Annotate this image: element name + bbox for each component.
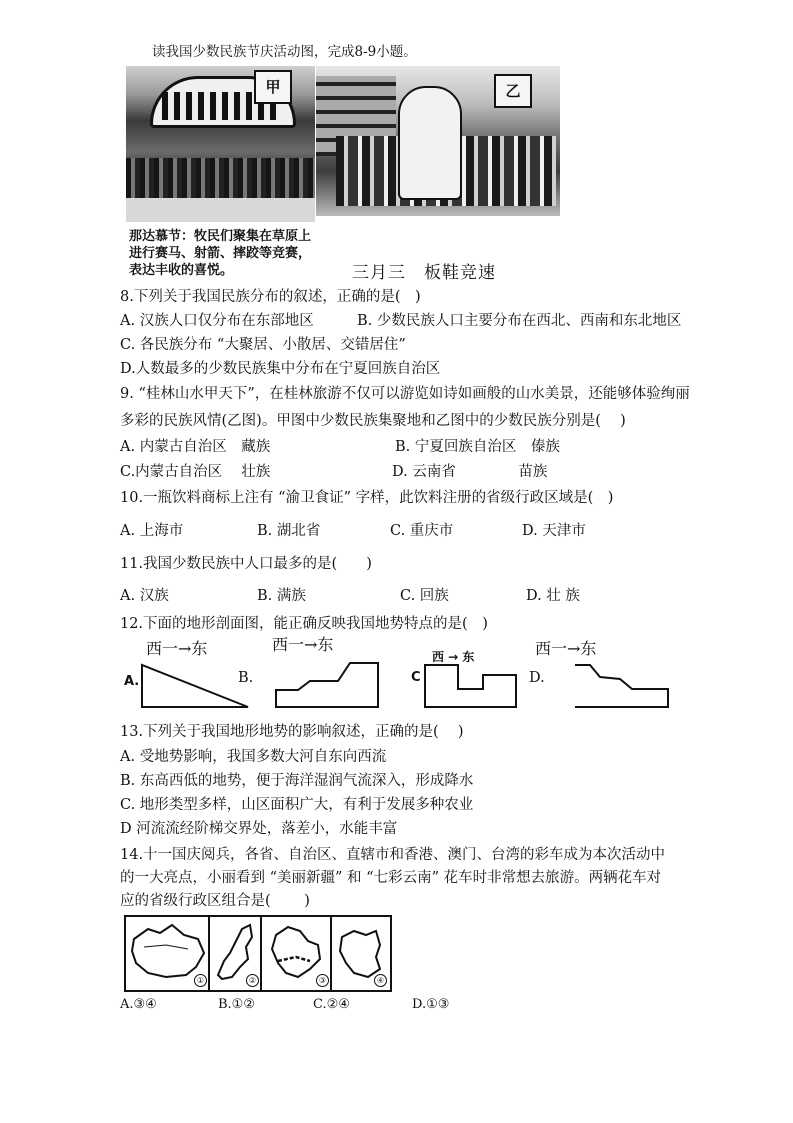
q13-option-b[interactable]: B. 东高西低的地势，便于海洋湿润气流深入，形成降水 [120,773,474,789]
q13-stem: 13.下列关于我国地形地势的影响叙述，正确的是( ) [120,724,464,740]
q14-option-c[interactable]: C.②④ [313,997,350,1012]
q9-option-b[interactable]: B. 宁夏回族自治区 傣族 [395,439,560,455]
q11-option-d[interactable]: D. 壮 族 [526,588,580,604]
profile-a-direction: 西一→东 [146,639,208,658]
q12-stem: 12.下面的地形剖面图，能正确反映我国地势特点的是( ) [120,616,488,632]
profile-b-direction: 西一→东 [272,635,334,654]
q10-option-d[interactable]: D. 天津市 [522,523,586,539]
photo-board-shoe-race [316,66,560,216]
q11-option-a[interactable]: A. 汉族 [120,588,169,604]
q10-option-c[interactable]: C. 重庆市 [390,523,454,539]
q13-option-d[interactable]: D 河流流经阶梯交界处，落差小，水能丰富 [120,821,398,837]
q14-stem-line2: 的一大亮点，小丽看到 “美丽新疆” 和 “七彩云南” 花车时非常想去旅游。两辆花车对 [120,870,662,886]
q13-option-c[interactable]: C. 地形类型多样，山区面积广大，有利于发展多种农业 [120,797,474,813]
profile-c-shape [425,665,516,707]
q9-option-d[interactable]: D. 云南省 苗族 [392,464,548,480]
q8-option-b[interactable]: B. 少数民族人口主要分布在西北、西南和东北地区 [357,313,682,329]
q13-option-a[interactable]: A. 受地势影响，我国多数大河自东向西流 [120,749,387,765]
map-label-4: ④ [374,974,387,987]
q12-option-a[interactable]: A. [124,674,140,689]
photo-a-tag: 甲 [254,70,292,104]
q9-option-c[interactable]: C.内蒙古自治区 壮族 [120,464,271,480]
q9-option-a[interactable]: A. 内蒙古自治区 藏族 [120,439,271,455]
photo-a-caption: 那达慕节：牧民们聚集在草原上进行赛马、射箭、摔跤等竞赛，表达丰收的喜悦。 [129,229,312,278]
terrain-profiles [120,655,680,715]
ground [126,198,315,222]
q12-option-d[interactable]: D. [529,670,545,686]
profile-d-shape [575,665,668,707]
map-hunan [330,915,392,992]
q11-stem: 11.我国少数民族中人口最多的是( ) [120,556,372,572]
intro-text: 读我国少数民族节庆活动图，完成8-9小题。 [152,44,417,60]
q11-option-c[interactable]: C. 回族 [400,588,449,604]
map-label-2: ② [246,974,259,987]
photo-b-tag: 乙 [494,74,532,108]
map-yunnan [260,915,334,992]
q8-option-a[interactable]: A. 汉族人口仅分布在东部地区 [120,313,314,329]
q10-option-b[interactable]: B. 湖北省 [257,523,321,539]
q9-stem-line1: 9. “桂林山水甲天下”，在桂林旅游不仅可以游览如诗如画般的山水美景，还能够体验绚丽 [120,386,690,402]
profile-a-shape [142,665,248,707]
q8-option-c[interactable]: C. 各民族分布 “大聚居、小散居、交错居住” [120,337,406,353]
q11-option-b[interactable]: B. 满族 [257,588,306,604]
q14-option-a[interactable]: A.③④ [120,997,157,1012]
profile-c-direction: 西 → 东 [432,650,475,664]
q10-stem: 10.一瓶饮料商标上注有 “渝卫食证” 字样，此饮料注册的省级行政区域是( ) [120,490,614,506]
q8-option-d[interactable]: D.人数最多的少数民族集中分布在宁夏回族自治区 [120,361,441,377]
profile-d-direction: 西一→东 [535,639,597,658]
photo-naadam [126,66,315,222]
map-xinjiang [124,915,212,992]
q14-stem-line1: 14.十一国庆阅兵，各省、自治区、直辖市和香港、澳门、台湾的彩车成为本次活动中 [120,847,666,863]
q10-option-a[interactable]: A. 上海市 [120,523,184,539]
photo-b-caption: 三月三 板鞋竞速 [352,263,496,283]
q14-stem-line3: 应的省级行政区组合是( ) [120,893,310,909]
crowd [126,158,315,198]
q14-option-b[interactable]: B.①② [218,997,255,1012]
q12-option-b[interactable]: B. [238,670,254,686]
map-gansu [208,915,264,992]
profile-b-shape [276,663,378,707]
map-label-1: ① [194,974,207,987]
q8-stem: 8.下列关于我国民族分布的叙述，正确的是( ) [120,289,421,305]
performer [398,86,462,200]
q9-stem-line2: 多彩的民族风情(乙图)。甲图中少数民族集聚地和乙图中的少数民族分别是( ) [120,413,626,429]
q12-option-c[interactable]: C [411,670,421,685]
q14-option-d[interactable]: D.①③ [412,997,450,1012]
map-label-3: ③ [316,974,329,987]
